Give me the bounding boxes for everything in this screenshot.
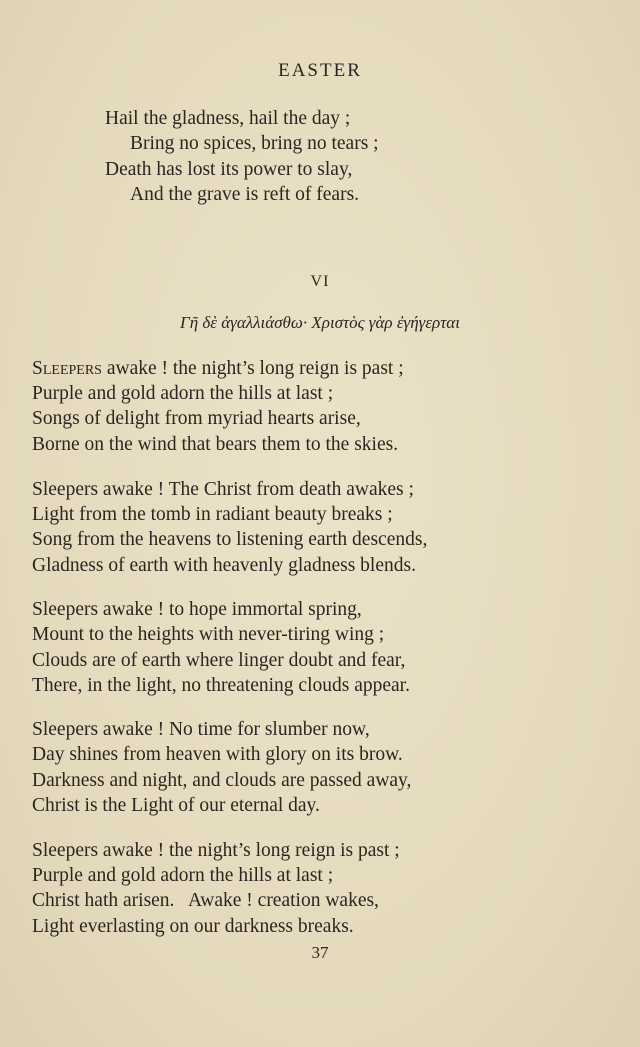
poem-line: There, in the light, no threatening clouds appear. — [32, 675, 410, 696]
poem-line: Sleepers awake ! The Christ from death awakes ; — [32, 479, 414, 500]
poem-line: Sleepers awake ! the night’s long reign is past ; — [32, 840, 400, 861]
poem-line: And the grave is reft of fears. — [130, 184, 360, 205]
poem-line: Purple and gold adorn the hills at last ; — [32, 383, 334, 404]
poem-line: Darkness and night, and clouds are passed away, — [32, 770, 412, 791]
poem-line: Song from the heavens to listening earth descends, — [32, 529, 428, 550]
page-number: 37 — [311, 943, 329, 962]
poem-line: Hail the gladness, hail the day ; — [105, 108, 351, 129]
poem-line: Christ is the Light of our eternal day. — [32, 795, 320, 816]
poem-line: Sleepers awake ! No time for slumber now, — [32, 719, 370, 740]
poem-line: Sleepers awake ! to hope immortal spring, — [32, 599, 362, 620]
poem-line: Gladness of earth with heavenly gladness blends. — [32, 555, 416, 576]
poem-line: Clouds are of earth where linger doubt and fear, — [32, 650, 406, 671]
poem-line: Light from the tomb in radiant beauty breaks ; — [32, 504, 393, 525]
greek-epigraph: Γῆ δὲ ἀγαλλιάσθω· Χριστὸς γὰρ ἐγήγερται — [180, 313, 460, 332]
poem-line: Death has lost its power to slay, — [105, 159, 353, 180]
poem-line: Mount to the heights with never-tiring wing ; — [32, 624, 385, 645]
poem-line — [32, 356, 404, 381]
poem-line: Day shines from heaven with glory on its brow. — [32, 744, 403, 765]
poem-line: Bring no spices, bring no tears ; — [130, 133, 379, 154]
poem-line: Borne on the wind that bears them to the skies. — [32, 434, 399, 455]
small-caps-opening: Sleepers — [32, 358, 102, 379]
line-rest: awake ! the night’s long reign is past ; — [101, 358, 404, 379]
poem-line: Christ hath arisen. Awake ! creation wakes, — [32, 890, 379, 911]
poem-line: Songs of delight from myriad hearts arise, — [32, 408, 361, 429]
poem-line: Light everlasting on our darkness breaks. — [32, 916, 354, 937]
page-header: EASTER — [278, 60, 362, 81]
poem-line: Purple and gold adorn the hills at last ; — [32, 865, 334, 886]
section-number: VI — [310, 273, 330, 290]
